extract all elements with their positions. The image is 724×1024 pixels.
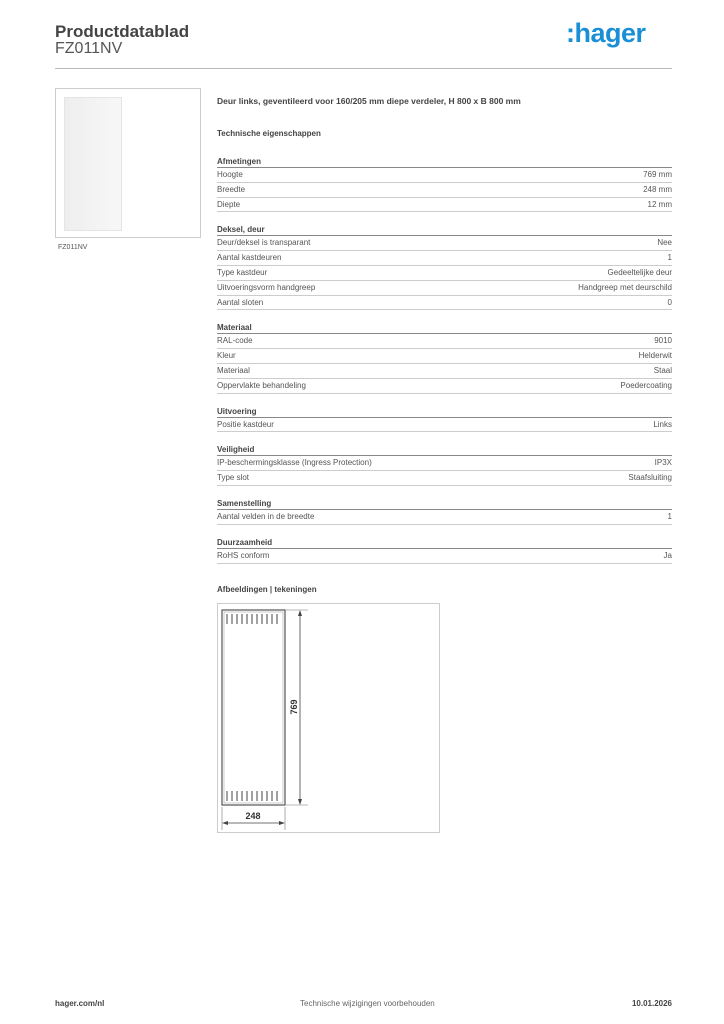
property-label: Aantal kastdeuren <box>217 253 282 263</box>
property-row <box>217 364 672 379</box>
property-row <box>217 549 672 564</box>
property-value: 248 mm <box>643 184 672 194</box>
hager-logo: :hager <box>566 18 646 48</box>
group-heading: Deksel, deur <box>217 220 672 236</box>
group-heading: Materiaal <box>217 318 672 334</box>
property-value: Staal <box>653 365 672 375</box>
property-row <box>217 334 672 349</box>
product-details <box>217 96 672 564</box>
property-value: Gedeeltelijke deur <box>607 267 672 277</box>
group-heading: Uitvoering <box>217 402 672 418</box>
property-row <box>217 266 672 281</box>
property-label: Positie kastdeur <box>217 419 274 429</box>
property-label: Deur/deksel is transparant <box>217 238 311 248</box>
header-divider <box>55 68 672 69</box>
property-label: RAL-code <box>217 336 253 346</box>
images-title: Afbeeldingen | tekeningen <box>217 585 317 594</box>
property-value: Links <box>653 419 672 429</box>
property-value: 9010 <box>654 336 672 346</box>
property-label: Breedte <box>217 184 246 194</box>
property-row <box>217 510 672 525</box>
product-description: Deur links, geventileerd voor 160/205 mm diepe verdeler, H 800 x B 800 mm <box>217 96 521 106</box>
section-title: Technische eigenschappen <box>217 129 321 138</box>
width-dimension-label: 248 <box>245 811 261 821</box>
property-value: Poedercoating <box>620 380 672 390</box>
footer-disclaimer: Technische wijzigingen voorbehouden <box>300 999 435 1008</box>
property-row <box>217 198 672 213</box>
property-label: Hoogte <box>217 170 243 179</box>
door-picture <box>64 97 122 231</box>
property-label: Type slot <box>217 473 250 483</box>
property-row <box>217 379 672 394</box>
property-row <box>217 251 672 266</box>
group-heading: Afmetingen <box>217 152 672 168</box>
group-heading: Samenstelling <box>217 494 672 510</box>
property-value: Staafsluiting <box>628 473 672 483</box>
property-label: Aantal sloten <box>217 297 264 307</box>
product-image-caption: FZ011NV <box>58 244 88 251</box>
footer-date: 10.01.2026 <box>631 999 672 1008</box>
property-value: 0 <box>667 297 672 307</box>
property-value: Handgreep met deurschild <box>578 282 672 292</box>
page-title: Productdatablad <box>55 22 190 41</box>
product-image <box>55 88 201 238</box>
group-heading: Veiligheid <box>217 440 672 456</box>
property-value: 1 <box>667 253 672 263</box>
property-value: 769 mm <box>643 170 672 179</box>
property-row <box>217 456 672 471</box>
property-row <box>217 418 672 433</box>
property-value: Nee <box>657 238 672 248</box>
property-label: Diepte <box>217 199 241 209</box>
property-label: Kleur <box>217 351 236 361</box>
property-label: Type kastdeur <box>217 267 268 277</box>
property-row <box>217 168 672 183</box>
property-label: IP-beschermingsklasse (Ingress Protection) <box>217 458 372 468</box>
property-groups <box>217 152 672 564</box>
property-row <box>217 296 672 311</box>
property-value: 1 <box>667 511 672 521</box>
group-heading: Duurzaamheid <box>217 533 672 549</box>
property-value: 12 mm <box>647 199 672 209</box>
height-dimension-label: 769 <box>289 699 299 715</box>
property-value: Ja <box>663 550 672 560</box>
property-row <box>217 236 672 251</box>
property-value: IP3X <box>654 458 672 468</box>
property-row <box>217 183 672 198</box>
product-code: FZ011NV <box>55 40 123 57</box>
technical-drawing <box>217 603 440 833</box>
footer-website-link[interactable]: hager.com/nl <box>55 999 105 1008</box>
property-value: Helderwit <box>638 351 672 361</box>
property-label: RoHS conform <box>217 550 270 560</box>
property-row <box>217 471 672 486</box>
property-label: Oppervlakte behandeling <box>217 380 306 390</box>
property-label: Materiaal <box>217 365 250 375</box>
property-label: Uitvoeringsvorm handgreep <box>217 282 316 292</box>
property-row <box>217 349 672 364</box>
property-row <box>217 281 672 296</box>
property-label: Aantal velden in de breedte <box>217 511 315 521</box>
